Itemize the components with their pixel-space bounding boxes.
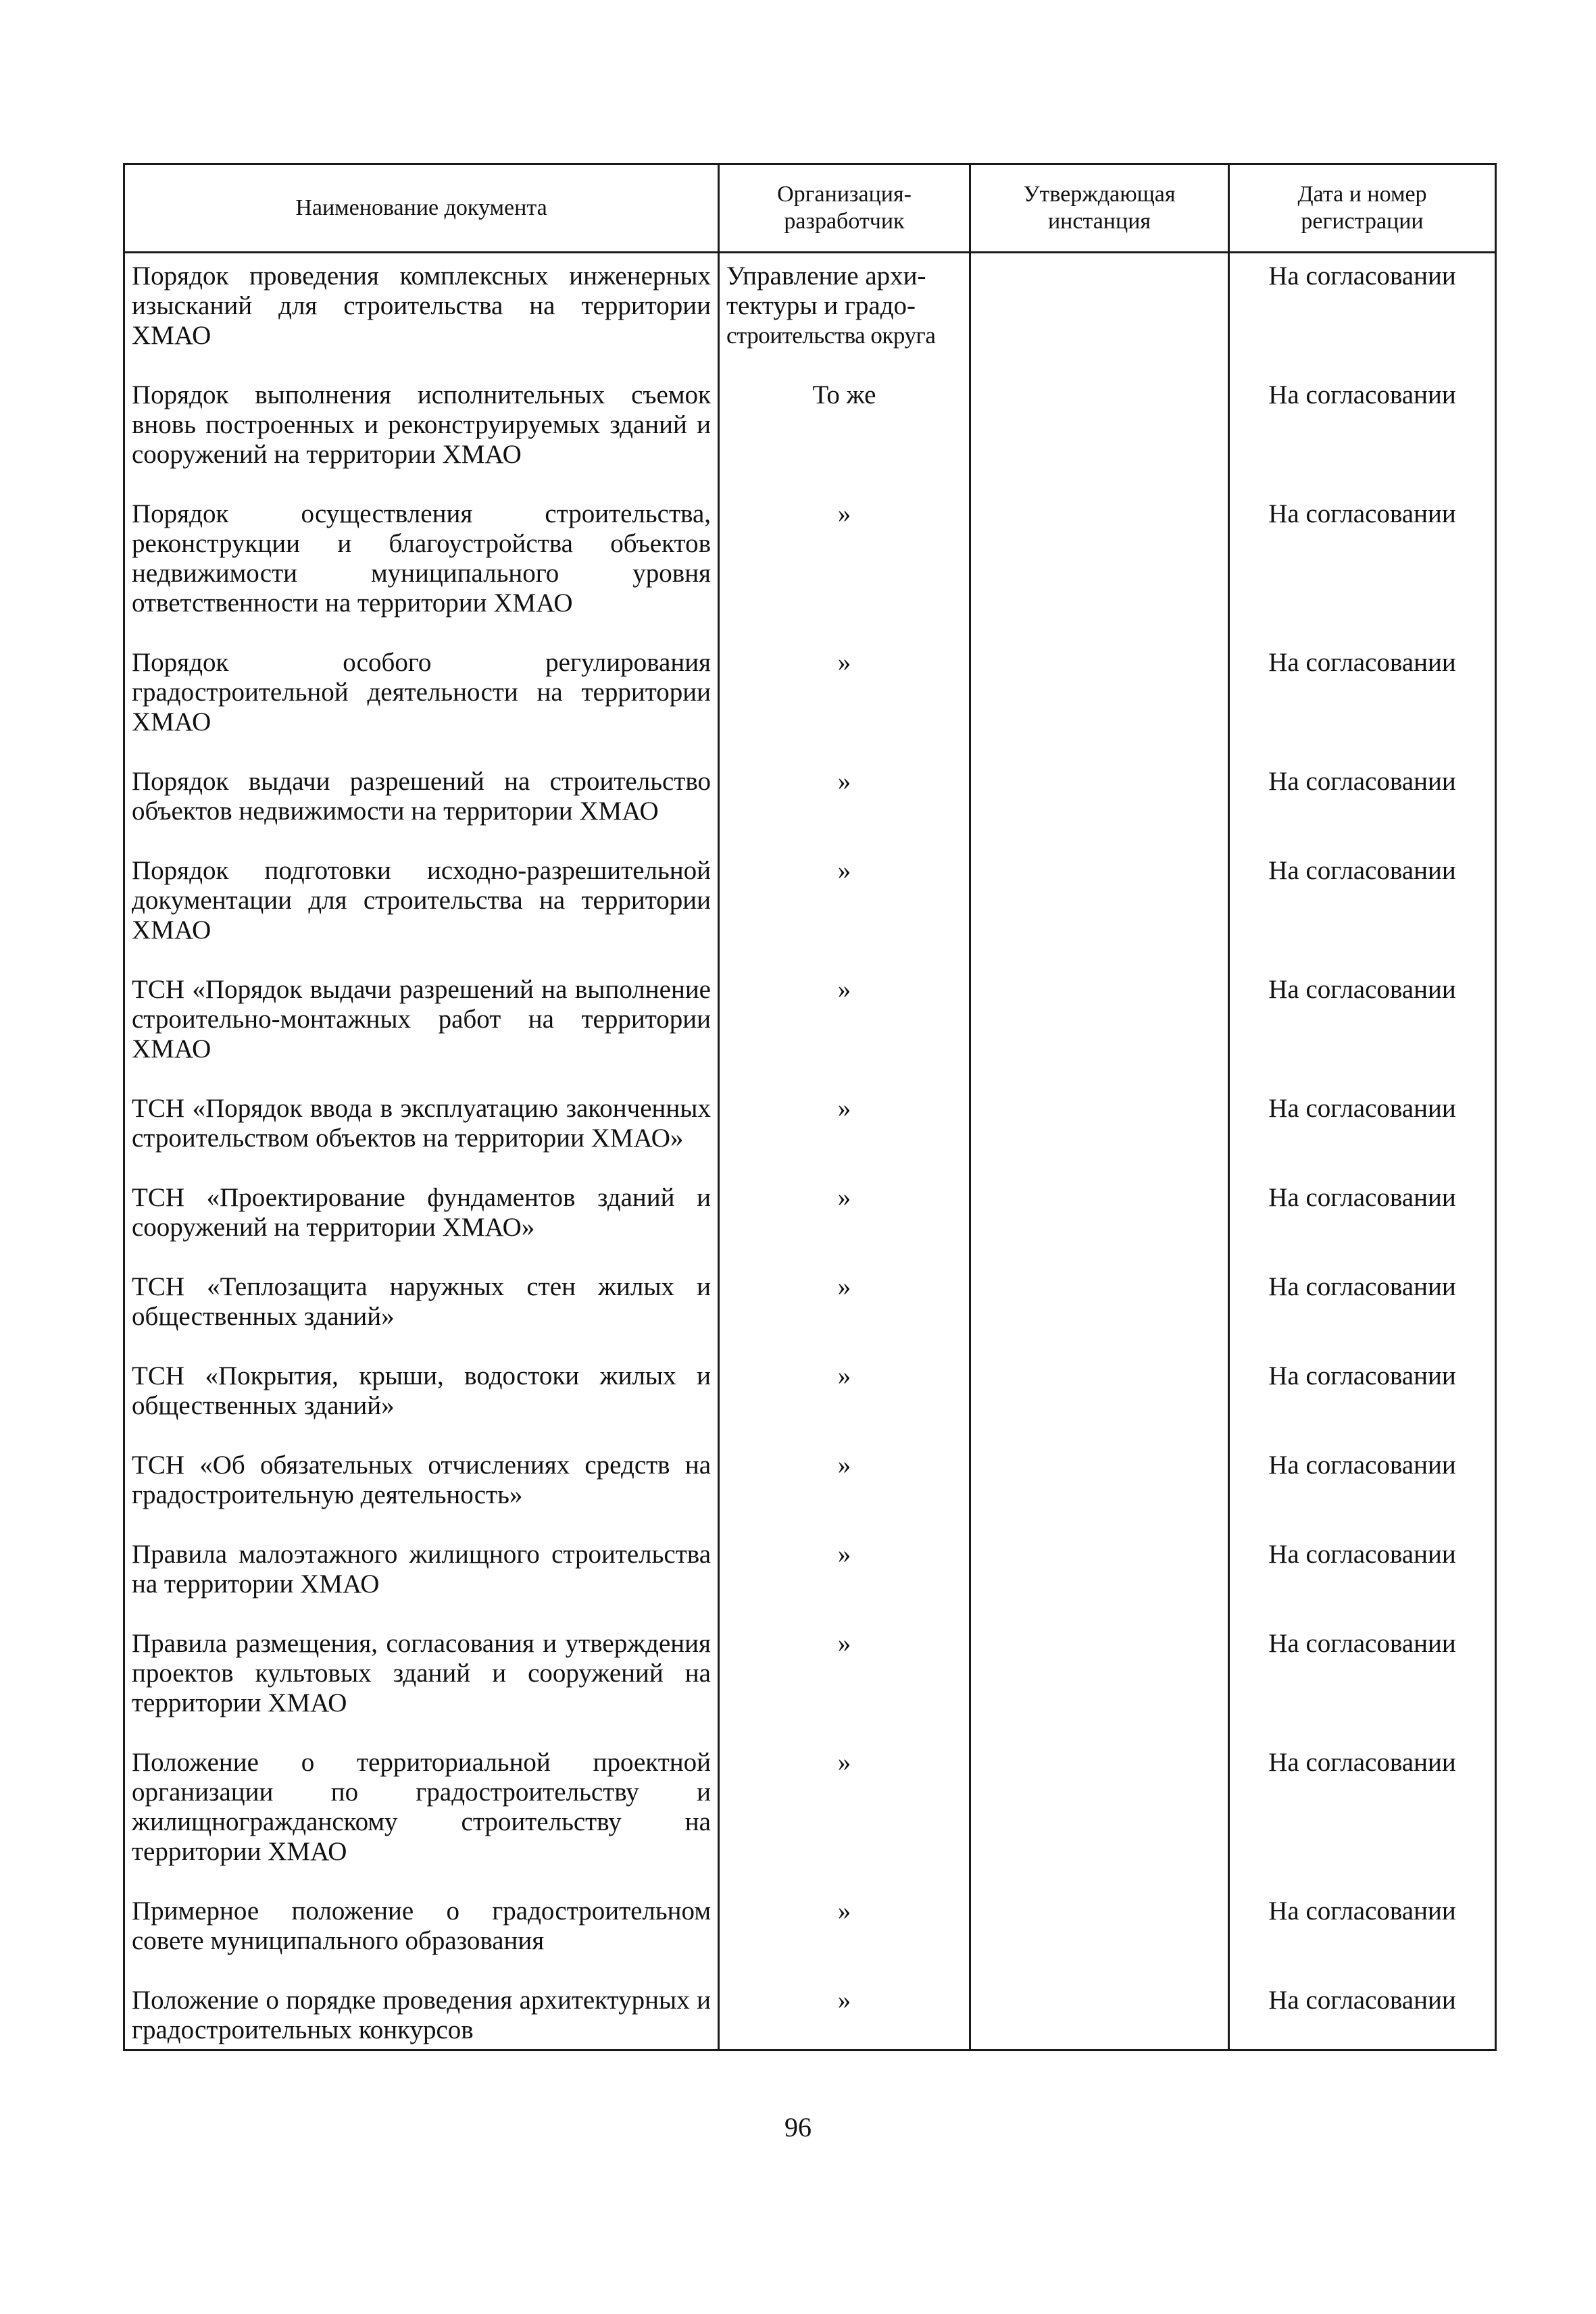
developer-org-cell: » xyxy=(719,1540,970,1629)
developer-org-cell: » xyxy=(719,1361,970,1451)
table-row xyxy=(124,856,1496,975)
developer-org-cell: » xyxy=(719,1183,970,1272)
table-row xyxy=(124,1183,1496,1272)
approving-body-cell xyxy=(970,253,1229,381)
table-row xyxy=(124,499,1496,648)
registration-status-cell: На согласовании xyxy=(1229,253,1496,381)
table-row xyxy=(124,975,1496,1094)
table-row xyxy=(124,1748,1496,1896)
document-name-cell: ТСН «Порядок выдачи разрешений на выполнение строительно-монтажных работ на территории ХМАО xyxy=(124,975,719,1094)
developer-org-cell: » xyxy=(719,975,970,1094)
registration-status-cell: На согласовании xyxy=(1229,1629,1496,1748)
registration-status-cell: На согласовании xyxy=(1229,1986,1496,2051)
developer-org-line: Управление архи- xyxy=(726,261,926,291)
registration-status-cell: На согласовании xyxy=(1229,975,1496,1094)
table-row xyxy=(124,1540,1496,1629)
document-name-cell: Порядок выполнения исполнительных съемок вновь построенных и реконструируемых зданий и сооружений на территории ХМАО xyxy=(124,380,719,499)
registration-status-cell: На согласовании xyxy=(1229,648,1496,767)
approving-body-cell xyxy=(970,975,1229,1094)
approving-body-cell xyxy=(970,1451,1229,1540)
developer-org-line: строительства округа xyxy=(726,322,936,349)
header-registration: Дата и номер регистрации xyxy=(1229,164,1496,253)
table-row xyxy=(124,1629,1496,1748)
registration-status-cell: На согласовании xyxy=(1229,499,1496,648)
approving-body-cell xyxy=(970,1629,1229,1748)
registration-status-cell: На согласовании xyxy=(1229,767,1496,856)
page-number: 96 xyxy=(784,2112,812,2142)
document-name-cell: Правила размещения, согласования и утверждения проектов культовых зданий и сооружений на территории ХМАО xyxy=(124,1629,719,1748)
header-document-name: Наименование документа xyxy=(124,164,719,253)
registration-status-cell: На согласовании xyxy=(1229,1094,1496,1183)
document-name-cell: Порядок особого регулирования градостроительной деятельности на территории ХМАО xyxy=(124,648,719,767)
developer-org-cell: » xyxy=(719,1629,970,1748)
registration-status-cell: На согласовании xyxy=(1229,1272,1496,1361)
document-name-cell: Правила малоэтажного жилищного строительства на территории ХМАО xyxy=(124,1540,719,1629)
document-name-cell: ТСН «Теплозащита наружных стен жилых и общественных зданий» xyxy=(124,1272,719,1361)
registration-status-cell: На согласовании xyxy=(1229,380,1496,499)
document-name-cell: Примерное положение о градостроительном совете муниципального образования xyxy=(124,1896,719,1986)
document-name-cell: Порядок подготовки исходно-разрешительной документации для строительства на территории ХМАО xyxy=(124,856,719,975)
approving-body-cell xyxy=(970,856,1229,975)
table-row xyxy=(124,1094,1496,1183)
registration-status-cell: На согласовании xyxy=(1229,1540,1496,1629)
document-name-cell: Положение о порядке проведения архитектурных и градостроительных конкурсов xyxy=(124,1986,719,2051)
table-row xyxy=(124,1451,1496,1540)
registry-table xyxy=(123,163,1497,2051)
developer-org-cell: » xyxy=(719,499,970,648)
registration-status-cell: На согласовании xyxy=(1229,1896,1496,1986)
approving-body-cell xyxy=(970,1183,1229,1272)
developer-org-line: тектуры и градо- xyxy=(726,291,916,320)
registration-status-cell: На согласовании xyxy=(1229,1451,1496,1540)
table-row xyxy=(124,648,1496,767)
approving-body-cell xyxy=(970,1094,1229,1183)
document-name-cell: ТСН «Порядок ввода в эксплуатацию законченных строительством объектов на территории ХМАО» xyxy=(124,1094,719,1183)
table-row xyxy=(124,253,1496,381)
registration-status-cell: На согласовании xyxy=(1229,856,1496,975)
header-developer-org: Организация- разработчик xyxy=(719,164,970,253)
developer-org-cell: » xyxy=(719,1272,970,1361)
registration-status-cell: На согласовании xyxy=(1229,1361,1496,1451)
header-approving-body: Утверждающая инстанция xyxy=(970,164,1229,253)
document-name-cell: Порядок выдачи разрешений на строительство объектов недвижимости на территории ХМАО xyxy=(124,767,719,856)
developer-org-cell: » xyxy=(719,1986,970,2051)
developer-org-cell: То же xyxy=(719,380,970,499)
approving-body-cell xyxy=(970,1896,1229,1986)
approving-body-cell xyxy=(970,1748,1229,1896)
table-row xyxy=(124,1361,1496,1451)
document-name-cell: ТСН «Об обязательных отчислениях средств на градостроительную деятельность» xyxy=(124,1451,719,1540)
document-name-cell: Положение о территориальной проектной организации по градостроительству и жилищногражданскому строительству на территории ХМАО xyxy=(124,1748,719,1896)
table-row xyxy=(124,1272,1496,1361)
approving-body-cell xyxy=(970,1540,1229,1629)
approving-body-cell xyxy=(970,1361,1229,1451)
approving-body-cell xyxy=(970,1272,1229,1361)
table-row xyxy=(124,380,1496,499)
approving-body-cell xyxy=(970,499,1229,648)
developer-org-cell: » xyxy=(719,1748,970,1896)
registration-status-cell: На согласовании xyxy=(1229,1183,1496,1272)
developer-org-cell: » xyxy=(719,1451,970,1540)
developer-org-cell: » xyxy=(719,648,970,767)
approving-body-cell xyxy=(970,767,1229,856)
developer-org-cell: » xyxy=(719,1094,970,1183)
table-body xyxy=(124,253,1496,2051)
approving-body-cell xyxy=(970,648,1229,767)
document-name-cell: ТСН «Проектирование фундаментов зданий и сооружений на территории ХМАО» xyxy=(124,1183,719,1272)
table-row xyxy=(124,767,1496,856)
table-row xyxy=(124,1986,1496,2051)
developer-org-cell xyxy=(719,253,970,381)
document-name-cell: ТСН «Покрытия, крыши, водостоки жилых и общественных зданий» xyxy=(124,1361,719,1451)
header-row xyxy=(124,164,1496,253)
registration-status-cell: На согласовании xyxy=(1229,1748,1496,1896)
developer-org-cell: » xyxy=(719,767,970,856)
developer-org-cell: » xyxy=(719,856,970,975)
table-row xyxy=(124,1896,1496,1986)
developer-org-cell: » xyxy=(719,1896,970,1986)
document-name-cell: Порядок осуществления строительства, реконструкции и благоустройства объектов недвижимости муниципального уровня ответственности на территории ХМАО xyxy=(124,499,719,648)
document-name-cell: Порядок проведения комплексных инженерных изысканий для строительства на территории ХМАО xyxy=(124,253,719,381)
approving-body-cell xyxy=(970,1986,1229,2051)
approving-body-cell xyxy=(970,380,1229,499)
